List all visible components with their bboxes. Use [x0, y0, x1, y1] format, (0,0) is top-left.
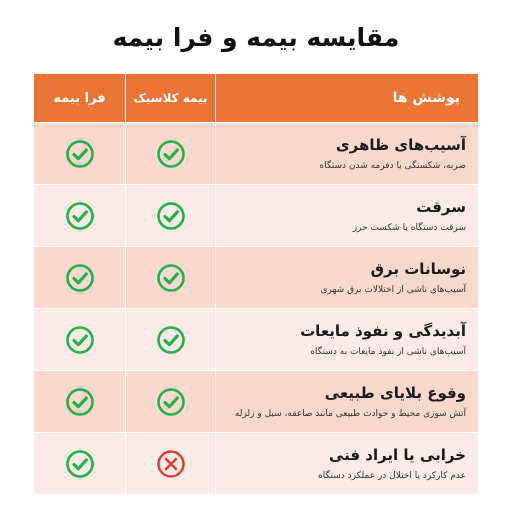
coverage-cell [216, 309, 478, 370]
classic-check-icon [125, 371, 216, 432]
classic-check-icon [125, 247, 216, 308]
table-body [34, 122, 478, 494]
fara-check-icon [34, 123, 125, 184]
classic-cross-icon [125, 433, 216, 494]
coverage-description: ضربه، شکستگی یا دفرمه شدن دستگاه [319, 161, 466, 171]
coverage-description: آسیب‌های ناشی از اختلالات برق شهری [320, 285, 466, 295]
page-title: مقایسه بیمه و فرا بیمه [112, 23, 400, 52]
table-row [34, 370, 478, 432]
header-fara-insurance: فرا بیمه [53, 90, 106, 106]
classic-check-icon [125, 309, 216, 370]
table-row [34, 308, 478, 370]
fara-check-icon [34, 309, 125, 370]
coverage-cell [216, 433, 478, 494]
header-classic-insurance: بیمه کلاسیک [125, 74, 216, 122]
coverage-name: خرابی یا ایراد فنی [328, 446, 466, 464]
classic-check-icon [125, 185, 216, 246]
table-row [34, 432, 478, 494]
coverage-name: آسیب‌های ظاهری [335, 136, 466, 154]
fara-check-icon [34, 185, 125, 246]
header-coverages: پوشش ها [392, 90, 460, 106]
coverage-description: سرقت دستگاه یا شکست حرز [352, 223, 466, 233]
classic-check-icon [125, 123, 216, 184]
coverage-description: آتش سوزی محیط و حوادث طبیعی مانند صاعقه، سیل و زلزله [234, 409, 466, 419]
coverage-name: آبدیدگی و نفوذ مایعات [300, 322, 466, 340]
fara-check-icon [34, 371, 125, 432]
fara-check-icon [34, 247, 125, 308]
coverage-cell [216, 247, 478, 308]
table-header [34, 74, 478, 122]
coverage-name: وقوع بلایای طبیعی [324, 384, 466, 402]
coverage-description: آسیب‌های ناشی از نفوذ مایعات به دستگاه [310, 347, 466, 357]
table-row [34, 184, 478, 246]
coverage-cell [216, 123, 478, 184]
table-row [34, 246, 478, 308]
fara-check-icon [34, 433, 125, 494]
comparison-table [34, 74, 478, 494]
coverage-description: عدم کارکرد یا اختلال در عملکرد دستگاه [318, 471, 466, 481]
table-row [34, 122, 478, 184]
coverage-name: نوسانات برق [370, 260, 466, 278]
coverage-cell [216, 371, 478, 432]
coverage-cell [216, 185, 478, 246]
coverage-name: سرقت [416, 198, 466, 216]
